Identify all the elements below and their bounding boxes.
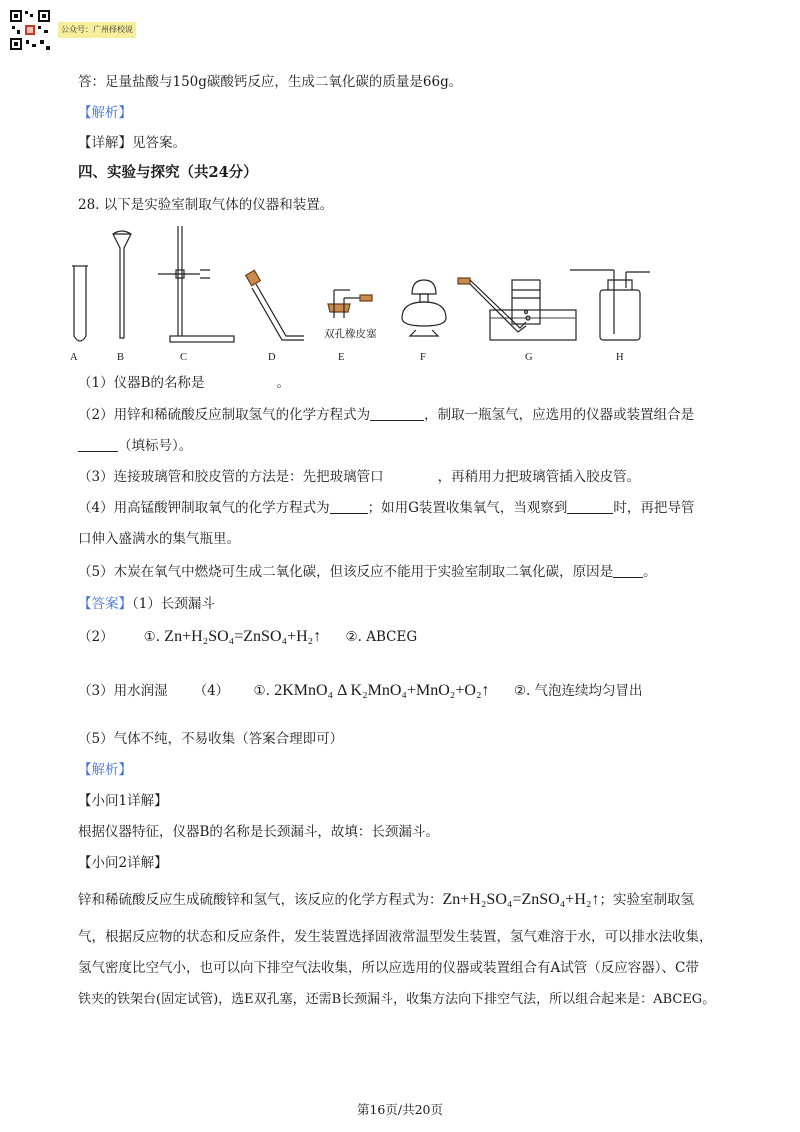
double-hole-stopper-icon <box>328 290 372 318</box>
question-1: （1）仪器B的名称是 。 <box>78 375 291 391</box>
sub1-text: 根据仪器特征，仪器B的名称是长颈漏斗，故填：长颈漏斗。 <box>78 824 439 840</box>
sub2-line-1: 锌和稀硫酸反应生成硫酸锌和氢气，该反应的化学方程式为：Zn+H₂SO₄=ZnSO₄+H₂↑；实验室制取氢 <box>78 891 694 908</box>
gas-bottle-icon <box>570 270 650 340</box>
sub2-line-2: 气，根据反应物的状态和反应条件，发生装置选择固液常温型发生装置，氢气难溶于水，可以排水法收集， <box>78 929 713 945</box>
water-trough-icon <box>458 278 576 340</box>
apparatus-label-b: B <box>117 352 125 363</box>
answer-tag: 【答案】 <box>78 596 132 612</box>
question-4: （4）用高锰酸钾制取氧气的化学方程式为 ；如用G装置收集氧气，当观察到 时，再把导管 <box>78 500 695 516</box>
test-tube-icon <box>72 266 88 341</box>
iron-stand-icon <box>158 226 234 342</box>
apparatus-label-a: A <box>70 352 78 363</box>
previous-answer-line: 答：足量盐酸与150g碳酸钙反应，生成二氧化碳的质量是66g。 <box>78 74 463 90</box>
question-2: （2）用锌和稀硫酸反应制取氢气的化学方程式为 ，制取一瓶氢气，应选用的仪器或装置组合是 <box>78 407 695 423</box>
answer-line-5: （5）气体不纯，不易收集（答案合理即可） <box>78 731 344 747</box>
qr-code-icon <box>8 8 52 52</box>
answer-line-2: （2） ①. Zn+H₂SO₄=ZnSO₄+H₂↑ ②. ABCEG <box>78 628 418 645</box>
permanganate-equation: 2KMnO₄ Δ K₂MnO₄+MnO₂+O₂↑ <box>274 682 490 699</box>
sub1-title: 【小问1详解】 <box>78 793 168 809</box>
apparatus-label-h: H <box>616 352 624 363</box>
analysis-tag-2: 【解析】 <box>78 762 132 778</box>
alcohol-lamp-icon <box>402 280 446 336</box>
bent-tube-icon <box>246 270 304 340</box>
apparatus-label-c: C <box>180 352 188 363</box>
section-title: 四、实验与探究（共24分） <box>78 164 258 181</box>
zinc-equation: Zn+H₂SO₄=ZnSO₄+H₂↑ <box>164 628 322 645</box>
question-5: （5）木炭在氧气中燃烧可生成二氧化碳，但该反应不能用于实验室制取二氧化碳，原因是 。 <box>78 564 657 580</box>
sub2-line-4: 铁夹的铁架台(固定试管)，选E双孔塞，还需B长颈漏斗，收集方法向下排空气法，所以组合起来是：ABCEG。 <box>78 992 716 1007</box>
question-2-cont: （填标号）。 <box>78 437 192 455</box>
detail-line: 【详解】见答案。 <box>78 135 186 151</box>
apparatus-label-d: D <box>268 352 276 363</box>
analysis-tag: 【解析】 <box>78 105 132 121</box>
apparatus-diagram <box>60 218 740 373</box>
stopper-caption: 双孔橡皮塞 <box>324 329 377 340</box>
apparatus-label-f: F <box>420 352 426 363</box>
answer-line-3: （3）用水润湿 （4） ①. 2KMnO₄ Δ K₂MnO₄+MnO₂+O₂↑ ②. 气泡连续均匀冒出 <box>78 682 643 699</box>
sub2-line-3: 氢气密度比空气小，也可以向下排空气法收集，所以应选用的仪器或装置组合有A试管（反应容器）、C带 <box>78 960 699 976</box>
page-number: 第16页/共20页 <box>356 1102 444 1117</box>
long-neck-funnel-icon <box>113 231 131 338</box>
sub2-title: 【小问2详解】 <box>78 855 168 871</box>
question-stem: 28. 以下是实验室制取气体的仪器和装置。 <box>78 197 334 213</box>
apparatus-label-g: G <box>525 352 533 363</box>
apparatus-label-e: E <box>338 352 345 363</box>
answer-line-1: 【答案】（1）长颈漏斗 <box>78 596 215 612</box>
banner-label: 公众号：广州择校说 <box>58 22 136 38</box>
question-3: （3）连接玻璃管和胶皮管的方法是：先把玻璃管口 ，再稍用力把玻璃管插入胶皮管。 <box>78 469 641 485</box>
question-4-cont: 口伸入盛满水的集气瓶里。 <box>78 531 240 547</box>
